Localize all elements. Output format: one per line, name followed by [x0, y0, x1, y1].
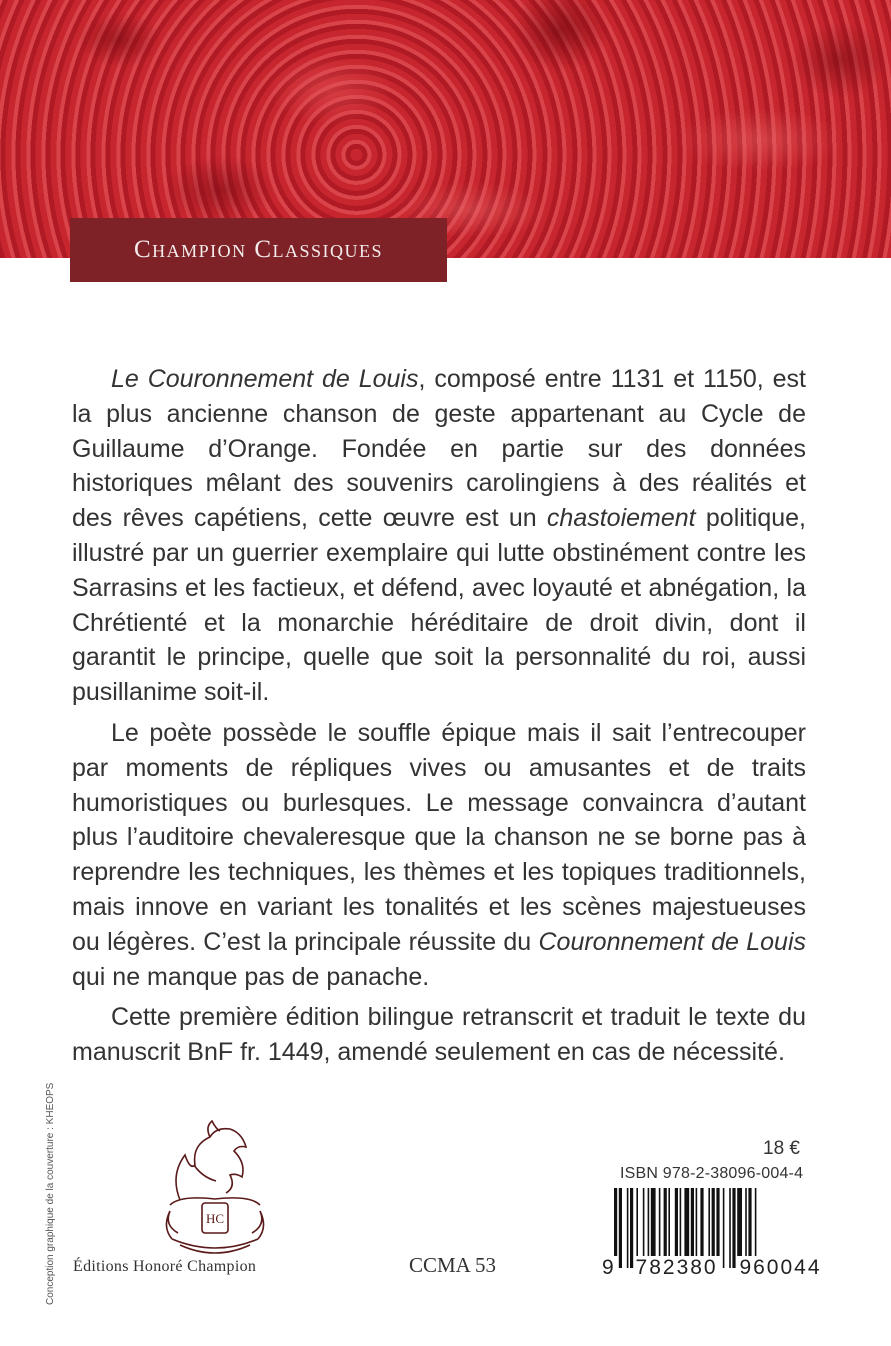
blurb-p2-run-2: qui ne manque pas de panache.: [72, 962, 430, 991]
blurb-paragraph-1: [72, 362, 806, 710]
blurb-p1-run-0: Le Couronnement de Louis: [111, 365, 419, 393]
blurb-p1-run-2: chastoiement: [546, 504, 696, 533]
blurb-p2-run-0: Le poète possède le souffle épique mais il sait l’entrecouper par moments de répliques vives ou amusantes et de traits humoristiques ou burlesques. Le message convaincra d’autant plus l’auditoire chevaleresque que la chanson ne se borne pas à reprendre les techniques, les thèmes et les topiques traditionnels, mais innove en variant les tonalités et les scènes majestueuses ou légères. C’est la principale réussite du: [72, 718, 806, 956]
isbn-label: ISBN 978-2-38096-004-4: [620, 1165, 804, 1182]
rearing-horse-crest-icon: [150, 1115, 280, 1265]
blurb-paragraph-3: [72, 1000, 806, 1070]
publisher-name: Éditions Honoré Champion: [73, 1258, 257, 1275]
blurb-p2-run-1: Couronnement de Louis: [538, 927, 806, 956]
blurb-p1-run-3: politique, illustré par un guerrier exemplaire qui lutte obstinément contre les Sarrasins et les factieux, et défend, avec loyauté et abnégation, la Chrétienté et la monarchie héréditaire de droit divin, dont il garantit le principe, quelle que soit la personnalité du roi, aussi pusillanime soit-il.: [72, 504, 806, 707]
series-band: [70, 218, 447, 282]
barcode-digit-lead: 9: [602, 1256, 616, 1279]
barcode-digits: [600, 1256, 822, 1280]
cover-design-credit: Conception graphique de la couverture : KHEOPS: [45, 1082, 56, 1305]
back-cover-blurb: [72, 362, 806, 1070]
barcode-digit-group-2: 960044: [739, 1256, 822, 1279]
logo-monogram: HC: [205, 1211, 225, 1226]
blurb-p3-run-0: Cette première édition bilingue retranscrit et traduit le texte du manuscrit BnF fr. 1449, amendé seulement en cas de nécessité.: [72, 1003, 806, 1067]
blurb-p1-run-1: , composé entre 1131 et 1150, est la plus ancienne chanson de geste appartenant au Cycle de Guillaume d’Orange. Fondée en partie sur des données historiques mêlant des souvenirs carolingiens à des réalités et des rêves capétiens, cette œuvre est un: [72, 365, 806, 533]
blurb-paragraph-2: [72, 716, 806, 994]
price: 18 €: [763, 1138, 800, 1159]
barcode-digit-group-1: 782380: [635, 1256, 718, 1279]
series-number: CCMA 53: [409, 1253, 496, 1277]
series-title: Champion Classiques: [133, 236, 384, 263]
